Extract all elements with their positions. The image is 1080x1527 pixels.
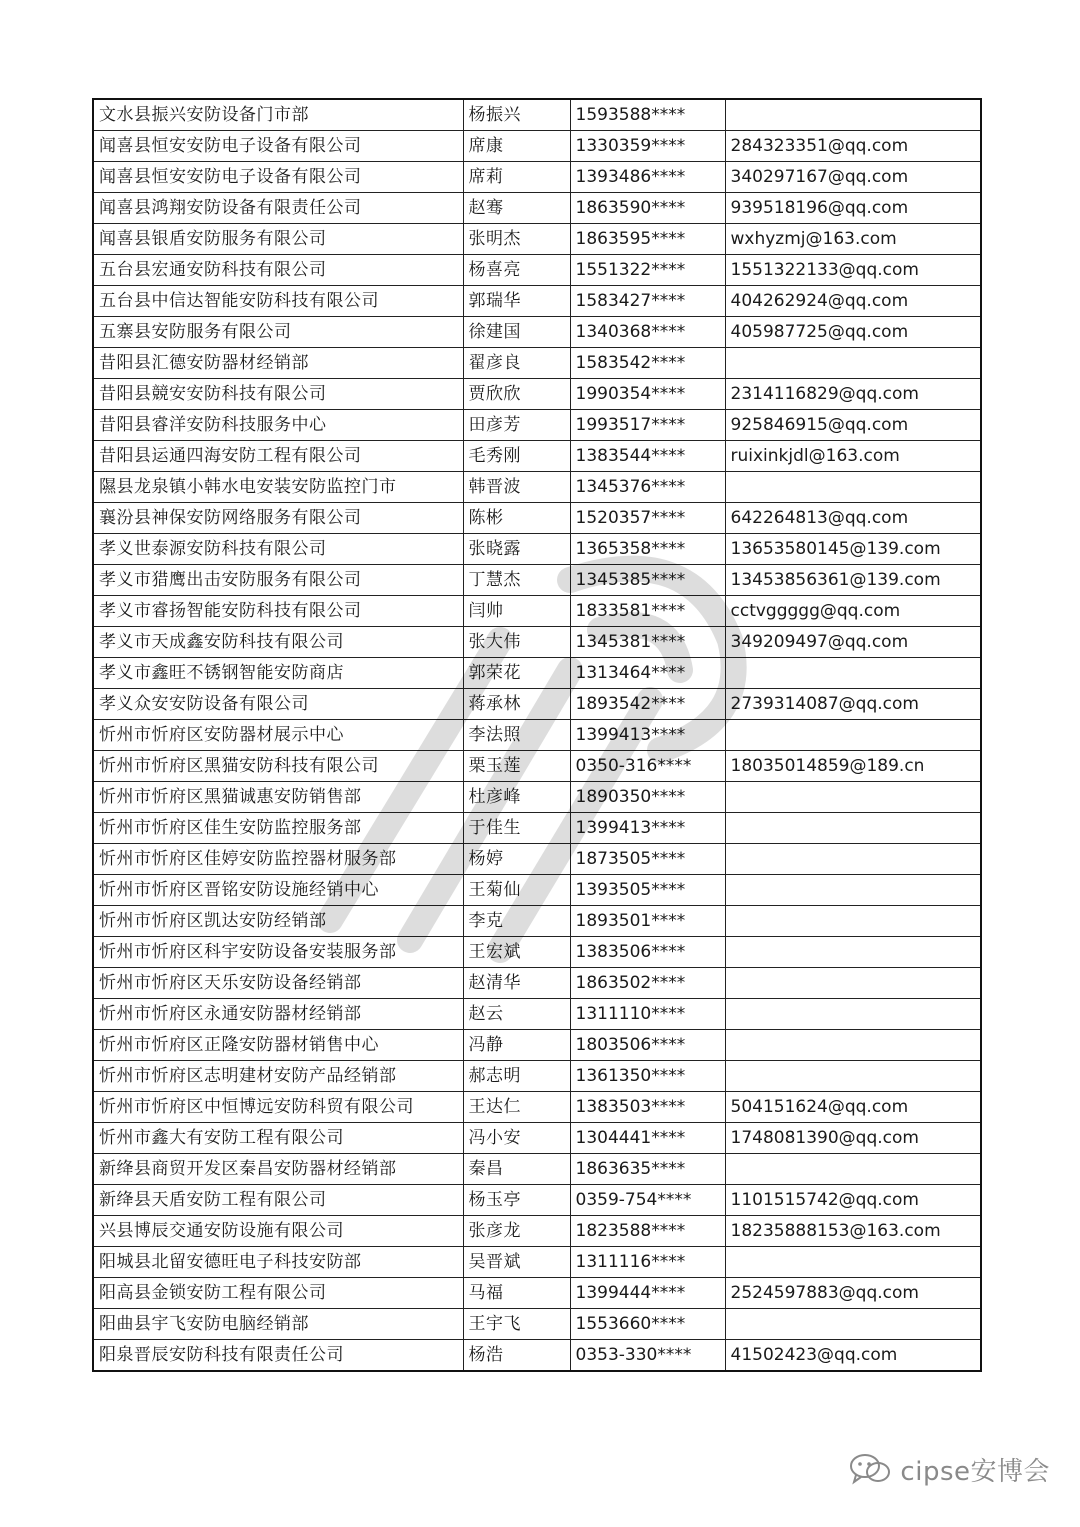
cell-phone: 1803506**** xyxy=(570,1030,725,1061)
cell-email xyxy=(725,1247,981,1278)
cell-person: 席莉 xyxy=(463,162,570,193)
cell-email: 404262924@qq.com xyxy=(725,286,981,317)
table-row xyxy=(93,1030,981,1061)
cell-phone: 1345381**** xyxy=(570,627,725,658)
cell-company: 闻喜县银盾安防服务有限公司 xyxy=(93,224,463,255)
cell-company: 五寨县安防服务有限公司 xyxy=(93,317,463,348)
table-row xyxy=(93,379,981,410)
cell-phone: 1383544**** xyxy=(570,441,725,472)
cell-phone: 1520357**** xyxy=(570,503,725,534)
cell-phone: 1553660**** xyxy=(570,1309,725,1340)
cell-person: 翟彦良 xyxy=(463,348,570,379)
cell-person: 闫帅 xyxy=(463,596,570,627)
cell-company: 忻州市忻府区天乐安防设备经销部 xyxy=(93,968,463,999)
table-row xyxy=(93,1123,981,1154)
cell-email: 1551322133@qq.com xyxy=(725,255,981,286)
cell-phone: 0350-316**** xyxy=(570,751,725,782)
cell-phone: 1863635**** xyxy=(570,1154,725,1185)
contact-table-body xyxy=(93,99,981,1371)
cell-person: 赵骞 xyxy=(463,193,570,224)
cell-company: 兴县博辰交通安防设施有限公司 xyxy=(93,1216,463,1247)
table-row xyxy=(93,472,981,503)
cell-phone: 1311110**** xyxy=(570,999,725,1030)
cell-phone: 1393486**** xyxy=(570,162,725,193)
table-row xyxy=(93,503,981,534)
table-row xyxy=(93,348,981,379)
cell-phone: 1583427**** xyxy=(570,286,725,317)
cell-phone: 0359-754**** xyxy=(570,1185,725,1216)
cell-phone: 1863590**** xyxy=(570,193,725,224)
cell-company: 忻州市忻府区志明建材安防产品经销部 xyxy=(93,1061,463,1092)
cell-company: 忻州市忻府区科宇安防设备安装服务部 xyxy=(93,937,463,968)
cell-company: 孝义市睿扬智能安防科技有限公司 xyxy=(93,596,463,627)
cell-company: 昔阳县睿洋安防科技服务中心 xyxy=(93,410,463,441)
cell-email xyxy=(725,348,981,379)
table-row xyxy=(93,162,981,193)
cell-phone: 1383503**** xyxy=(570,1092,725,1123)
table-row xyxy=(93,968,981,999)
cell-email: 349209497@qq.com xyxy=(725,627,981,658)
table-row xyxy=(93,286,981,317)
footer-brand-text: cipse安博会 xyxy=(900,1456,1050,1487)
cell-company: 昔阳县运通四海安防工程有限公司 xyxy=(93,441,463,472)
cell-person: 陈彬 xyxy=(463,503,570,534)
cell-person: 王达仁 xyxy=(463,1092,570,1123)
contact-table xyxy=(92,98,982,1372)
cell-phone: 1399413**** xyxy=(570,720,725,751)
cell-email: wxhyzmj@163.com xyxy=(725,224,981,255)
cell-person: 贾欣欣 xyxy=(463,379,570,410)
cell-phone: 1873505**** xyxy=(570,844,725,875)
table-row xyxy=(93,844,981,875)
cell-phone: 1330359**** xyxy=(570,131,725,162)
cell-phone: 1345385**** xyxy=(570,565,725,596)
cell-person: 赵云 xyxy=(463,999,570,1030)
cell-email xyxy=(725,1154,981,1185)
cell-phone: 1383506**** xyxy=(570,937,725,968)
cell-phone: 1583542**** xyxy=(570,348,725,379)
cell-company: 忻州市忻府区正隆安防器材销售中心 xyxy=(93,1030,463,1061)
cell-phone: 1893501**** xyxy=(570,906,725,937)
cell-person: 杨玉亭 xyxy=(463,1185,570,1216)
cell-email: 41502423@qq.com xyxy=(725,1340,981,1372)
cell-email xyxy=(725,472,981,503)
table-row xyxy=(93,255,981,286)
cell-person: 张明杰 xyxy=(463,224,570,255)
cell-person: 杨婷 xyxy=(463,844,570,875)
cell-person: 张彦龙 xyxy=(463,1216,570,1247)
cell-company: 孝义市猎鹰出击安防服务有限公司 xyxy=(93,565,463,596)
table-row xyxy=(93,1247,981,1278)
cell-person: 杜彦峰 xyxy=(463,782,570,813)
cell-email xyxy=(725,813,981,844)
table-row xyxy=(93,1216,981,1247)
cell-person: 毛秀刚 xyxy=(463,441,570,472)
cell-company: 闻喜县鸿翔安防设备有限责任公司 xyxy=(93,193,463,224)
cell-company: 忻州市忻府区佳婷安防监控器材服务部 xyxy=(93,844,463,875)
table-row xyxy=(93,1185,981,1216)
cell-person: 栗玉莲 xyxy=(463,751,570,782)
cell-company: 五台县中信达智能安防科技有限公司 xyxy=(93,286,463,317)
cell-email xyxy=(725,658,981,689)
cell-company: 忻州市忻府区黑猫安防科技有限公司 xyxy=(93,751,463,782)
table-row xyxy=(93,782,981,813)
table-row xyxy=(93,534,981,565)
table-row xyxy=(93,658,981,689)
cell-phone: 1593588**** xyxy=(570,99,725,131)
cell-email: 284323351@qq.com xyxy=(725,131,981,162)
cell-email: cctvggggg@qq.com xyxy=(725,596,981,627)
cell-email: 925846915@qq.com xyxy=(725,410,981,441)
cell-email xyxy=(725,1309,981,1340)
cell-email xyxy=(725,906,981,937)
cell-company: 忻州市忻府区中恒博远安防科贸有限公司 xyxy=(93,1092,463,1123)
cell-email: 405987725@qq.com xyxy=(725,317,981,348)
cell-email: 13453856361@139.com xyxy=(725,565,981,596)
cell-company: 忻州市忻府区永通安防器材经销部 xyxy=(93,999,463,1030)
wechat-icon xyxy=(848,1451,892,1487)
cell-company: 忻州市忻府区凯达安防经销部 xyxy=(93,906,463,937)
cell-email: 2524597883@qq.com xyxy=(725,1278,981,1309)
cell-company: 忻州市忻府区黑猫诚惠安防销售部 xyxy=(93,782,463,813)
table-row xyxy=(93,410,981,441)
table-row xyxy=(93,1154,981,1185)
table-row xyxy=(93,131,981,162)
cell-person: 李法照 xyxy=(463,720,570,751)
table-row xyxy=(93,875,981,906)
cell-company: 闻喜县恒安安防电子设备有限公司 xyxy=(93,162,463,193)
table-row xyxy=(93,720,981,751)
cell-phone: 1399413**** xyxy=(570,813,725,844)
cell-person: 李克 xyxy=(463,906,570,937)
cell-company: 孝义市鑫旺不锈钢智能安防商店 xyxy=(93,658,463,689)
cell-email: 1748081390@qq.com xyxy=(725,1123,981,1154)
cell-person: 韩晋波 xyxy=(463,472,570,503)
cell-person: 郝志明 xyxy=(463,1061,570,1092)
cell-person: 席康 xyxy=(463,131,570,162)
cell-company: 忻州市忻府区安防器材展示中心 xyxy=(93,720,463,751)
cell-email: 1101515742@qq.com xyxy=(725,1185,981,1216)
cell-email: 18235888153@163.com xyxy=(725,1216,981,1247)
table-row xyxy=(93,99,981,131)
table-row xyxy=(93,193,981,224)
table-row xyxy=(93,1092,981,1123)
cell-company: 昔阳县競安安防科技有限公司 xyxy=(93,379,463,410)
cell-person: 徐建国 xyxy=(463,317,570,348)
cell-phone: 1893542**** xyxy=(570,689,725,720)
cell-email xyxy=(725,937,981,968)
table-row xyxy=(93,1340,981,1372)
cell-company: 阳泉晋辰安防科技有限责任公司 xyxy=(93,1340,463,1372)
cell-phone: 1399444**** xyxy=(570,1278,725,1309)
table-row xyxy=(93,224,981,255)
cell-email: ruixinkjdl@163.com xyxy=(725,441,981,472)
cell-person: 王菊仙 xyxy=(463,875,570,906)
table-row xyxy=(93,1061,981,1092)
cell-company: 昔阳县汇德安防器材经销部 xyxy=(93,348,463,379)
cell-email xyxy=(725,782,981,813)
cell-person: 张大伟 xyxy=(463,627,570,658)
cell-phone: 1313464**** xyxy=(570,658,725,689)
cell-person: 王宏斌 xyxy=(463,937,570,968)
table-row xyxy=(93,317,981,348)
cell-phone: 1304441**** xyxy=(570,1123,725,1154)
table-row xyxy=(93,937,981,968)
cell-email xyxy=(725,999,981,1030)
cell-company: 忻州市忻府区佳生安防监控服务部 xyxy=(93,813,463,844)
cell-company: 阳曲县宇飞安防电脑经销部 xyxy=(93,1309,463,1340)
cell-phone: 1345376**** xyxy=(570,472,725,503)
cell-phone: 1990354**** xyxy=(570,379,725,410)
cell-email xyxy=(725,968,981,999)
table-row xyxy=(93,565,981,596)
cell-company: 孝义世泰源安防科技有限公司 xyxy=(93,534,463,565)
cell-company: 新绛县商贸开发区秦昌安防器材经销部 xyxy=(93,1154,463,1185)
cell-person: 蒋承林 xyxy=(463,689,570,720)
cell-person: 杨振兴 xyxy=(463,99,570,131)
cell-company: 隰县龙泉镇小韩水电安装安防监控门市 xyxy=(93,472,463,503)
cell-person: 张晓露 xyxy=(463,534,570,565)
cell-email: 18035014859@189.cn xyxy=(725,751,981,782)
cell-phone: 1993517**** xyxy=(570,410,725,441)
table-row xyxy=(93,441,981,472)
table-row xyxy=(93,596,981,627)
table-row xyxy=(93,689,981,720)
cell-company: 忻州市鑫大有安防工程有限公司 xyxy=(93,1123,463,1154)
cell-email xyxy=(725,1061,981,1092)
cell-person: 吴晋斌 xyxy=(463,1247,570,1278)
cell-email: 939518196@qq.com xyxy=(725,193,981,224)
cell-email xyxy=(725,844,981,875)
cell-email xyxy=(725,875,981,906)
table-row xyxy=(93,1309,981,1340)
cell-company: 新绛县天盾安防工程有限公司 xyxy=(93,1185,463,1216)
cell-person: 于佳生 xyxy=(463,813,570,844)
cell-email xyxy=(725,99,981,131)
footer-brand xyxy=(848,1449,1050,1489)
cell-email: 642264813@qq.com xyxy=(725,503,981,534)
cell-company: 五台县宏通安防科技有限公司 xyxy=(93,255,463,286)
cell-email: 340297167@qq.com xyxy=(725,162,981,193)
cell-phone: 1551322**** xyxy=(570,255,725,286)
cell-phone: 1863595**** xyxy=(570,224,725,255)
cell-person: 马福 xyxy=(463,1278,570,1309)
cell-phone: 1823588**** xyxy=(570,1216,725,1247)
cell-company: 文水县振兴安防设备门市部 xyxy=(93,99,463,131)
cell-person: 冯静 xyxy=(463,1030,570,1061)
cell-person: 杨浩 xyxy=(463,1340,570,1372)
cell-person: 田彦芳 xyxy=(463,410,570,441)
cell-phone: 1365358**** xyxy=(570,534,725,565)
cell-email xyxy=(725,720,981,751)
table-row xyxy=(93,999,981,1030)
cell-phone: 1361350**** xyxy=(570,1061,725,1092)
cell-email: 504151624@qq.com xyxy=(725,1092,981,1123)
table-row xyxy=(93,1278,981,1309)
cell-email: 13653580145@139.com xyxy=(725,534,981,565)
cell-company: 孝义众安安防设备有限公司 xyxy=(93,689,463,720)
cell-person: 赵清华 xyxy=(463,968,570,999)
cell-phone: 0353-330**** xyxy=(570,1340,725,1372)
cell-company: 阳高县金锁安防工程有限公司 xyxy=(93,1278,463,1309)
cell-phone: 1863502**** xyxy=(570,968,725,999)
cell-person: 冯小安 xyxy=(463,1123,570,1154)
cell-phone: 1393505**** xyxy=(570,875,725,906)
cell-phone: 1890350**** xyxy=(570,782,725,813)
cell-phone: 1833581**** xyxy=(570,596,725,627)
table-row xyxy=(93,813,981,844)
cell-person: 杨喜亮 xyxy=(463,255,570,286)
cell-email: 2314116829@qq.com xyxy=(725,379,981,410)
cell-company: 忻州市忻府区晋铭安防设施经销中心 xyxy=(93,875,463,906)
cell-email: 2739314087@qq.com xyxy=(725,689,981,720)
cell-phone: 1340368**** xyxy=(570,317,725,348)
cell-person: 王宇飞 xyxy=(463,1309,570,1340)
cell-person: 郭荣花 xyxy=(463,658,570,689)
table-row xyxy=(93,627,981,658)
cell-company: 闻喜县恒安安防电子设备有限公司 xyxy=(93,131,463,162)
table-row xyxy=(93,751,981,782)
cell-email xyxy=(725,1030,981,1061)
cell-company: 孝义市天成鑫安防科技有限公司 xyxy=(93,627,463,658)
cell-phone: 1311116**** xyxy=(570,1247,725,1278)
cell-company: 襄汾县神保安防网络服务有限公司 xyxy=(93,503,463,534)
cell-person: 秦昌 xyxy=(463,1154,570,1185)
cell-person: 丁慧杰 xyxy=(463,565,570,596)
table-row xyxy=(93,906,981,937)
cell-company: 阳城县北留安德旺电子科技安防部 xyxy=(93,1247,463,1278)
cell-person: 郭瑞华 xyxy=(463,286,570,317)
